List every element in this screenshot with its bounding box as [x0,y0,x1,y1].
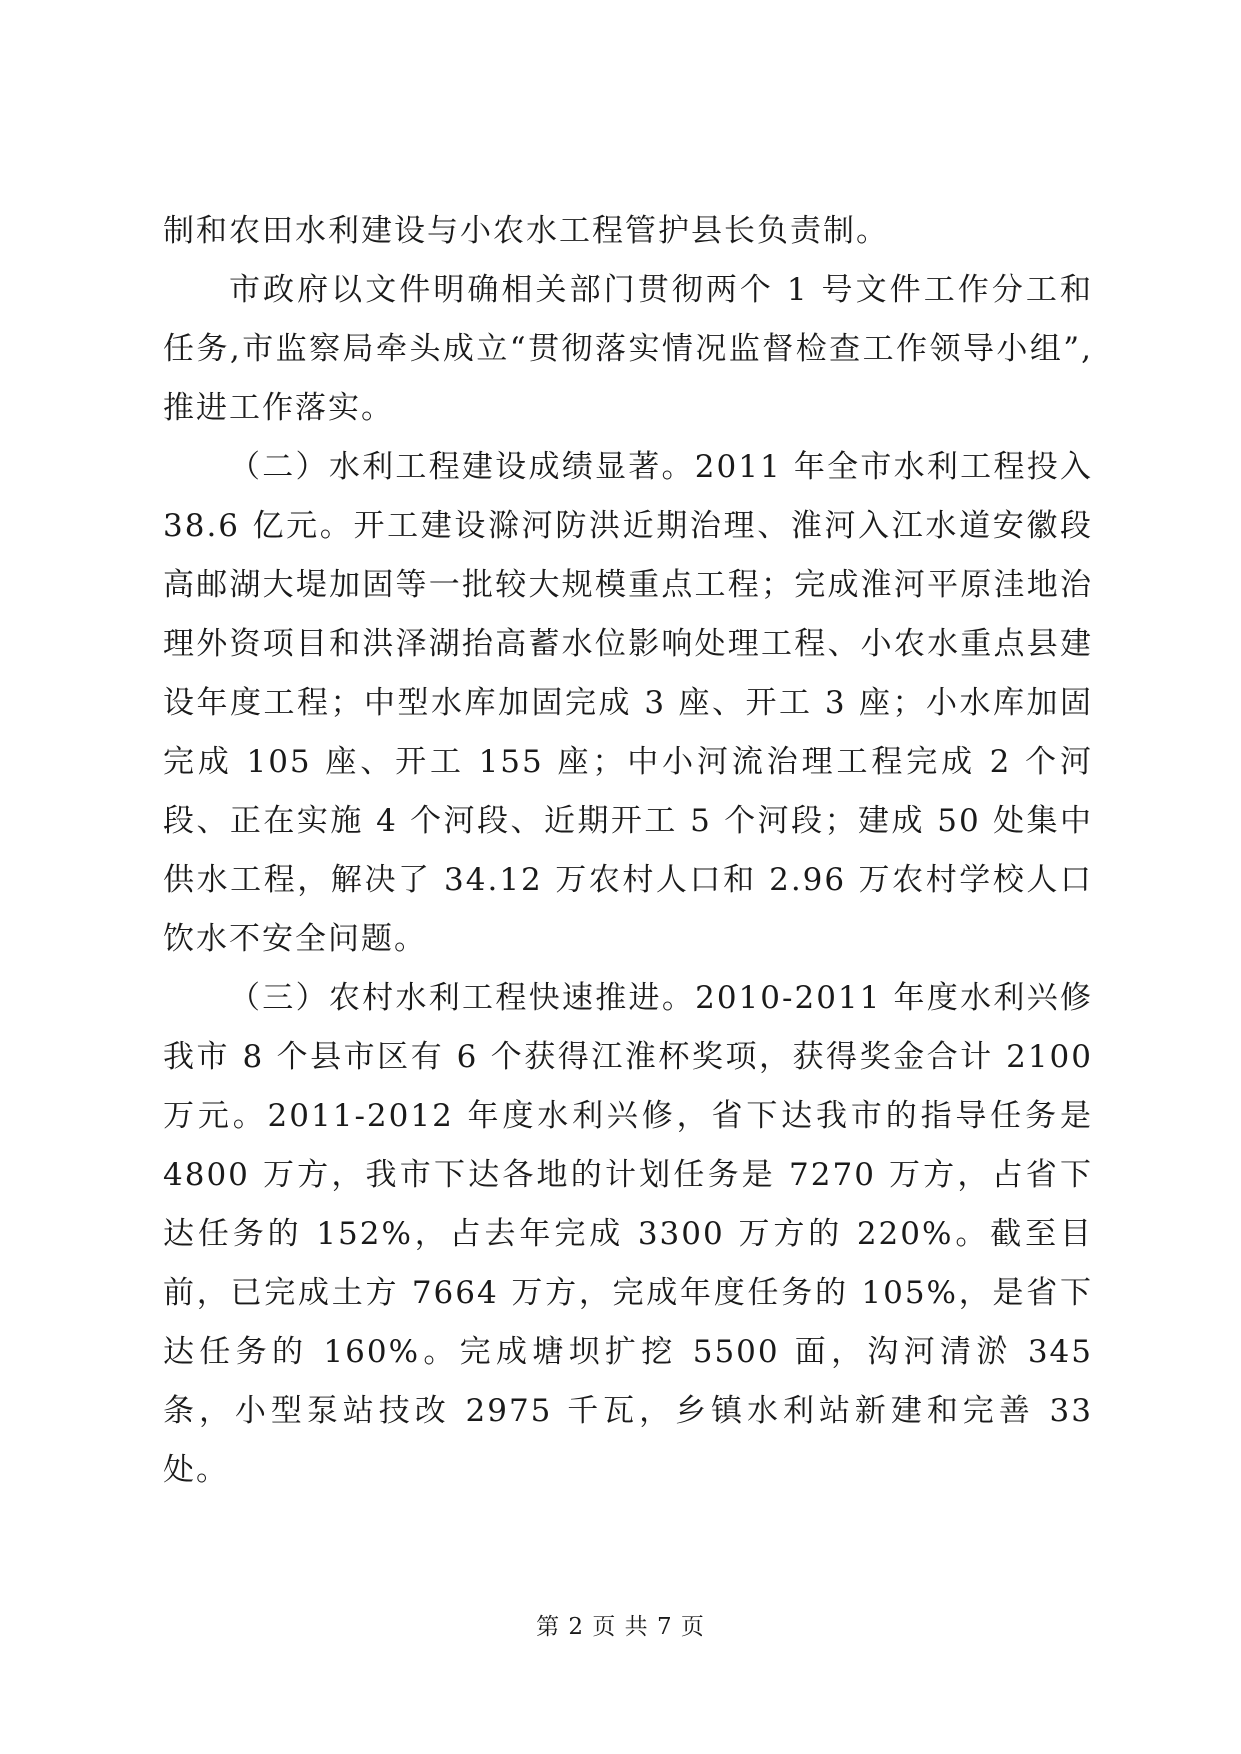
paragraph-government-documents: 市政府以文件明确相关部门贯彻两个 1 号文件工作分工和任务,市监察局牵头成立“贯彻落实情况监督检查工作领导小组”,推进工作落实。 [163,272,1093,426]
paragraph-rural-water: （三）农村水利工程快速推进。2010-2011 年度水利兴修我市 8 个县市区有 6 个获得江淮杯奖项，获得奖金合计 2100 万元。2011-2012 年度水利兴修，省下达我市的指导任务是 4800 万方，我市下达各地的计划任务是 7270 万方，占省下达任务的 152%，占去年完成 3300 万方的 220%。截至目前，已完成土方 7664 万方，完成年度任务的 105%，是省下达任务的 160%。完成塘坝扩挖 5500 面，沟河清淤 345 条，小型泵站技改 2975 千瓦，乡镇水利站新建和完善 33 处。 [163,980,1093,1488]
paragraph-continuation: 制和农田水利建设与小农水工程管护县长负责制。 [163,213,889,249]
paragraph-water-projects: （二）水利工程建设成绩显著。2011 年全市水利工程投入 38.6 亿元。开工建设滁河防洪近期治理、淮河入江水道安徽段高邮湖大堤加固等一批较大规模重点工程；完成淮河平原洼地治理外资项目和洪泽湖抬高蓄水位影响处理工程、小农水重点县建设年度工程；中型水库加固完成 3 座、开工 3 座；小水库加固完成 105 座、开工 155 座；中小河流治理工程完成 2 个河段、正在实施 4 个河段、近期开工 5 个河段；建成 50 处集中供水工程，解决了 34.12 万农村人口和 2.96 万农村学校人口饮水不安全问题。 [163,449,1093,957]
page-footer: 第 2 页 共 7 页 [536,1614,705,1640]
document-body [163,202,1093,1500]
